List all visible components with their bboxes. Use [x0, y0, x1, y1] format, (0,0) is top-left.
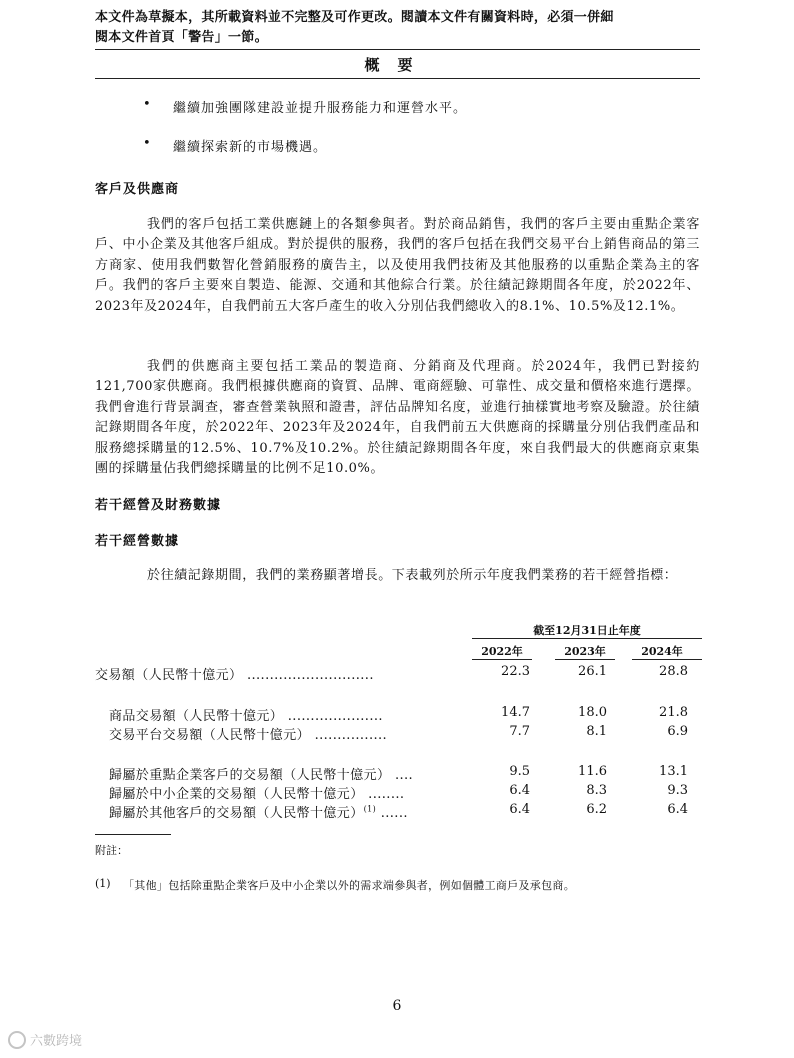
table-caption: 截至12月31日止年度	[533, 624, 641, 637]
table-year-rule	[555, 659, 615, 660]
table-row-label: 商品交易額（人民幣十億元） .....................	[109, 709, 383, 724]
table-caption-rule	[472, 638, 702, 639]
bullet-icon: •	[143, 97, 151, 112]
leader-dots: ................	[314, 728, 388, 743]
table-cell: 8.1	[586, 724, 607, 739]
table-cell: 22.3	[501, 664, 530, 679]
draft-warning	[95, 8, 700, 48]
table-cell: 9.3	[667, 783, 688, 798]
table-year-header: 2022年	[481, 645, 523, 658]
ops-financial-heading: 若干經營及財務數據	[95, 498, 222, 513]
page-number: 6	[392, 998, 402, 1014]
suppliers-paragraph: 我們的供應商主要包括工業品的製造商、分銷商及代理商。於2024年，我們已對接約121,700家供應商。我們根據供應商的資質、品牌、電商經驗、可靠性、成交量和價格來進行選擇。我們會進行背景調查，審查營業執照和證書，評估品牌知名度，並進行抽樣實地考察及驗證。於往績記錄期間各年度，於2022年、2023年及2024年，自我們前五大供應商的採購量分別佔我們產品和服務總採購量的12.5%、10.7%及10.2%。於往績記錄期間各年度，來自我們最大的供應商京東集團的採購量佔我們總採購量的比例不足10.0%。	[95, 359, 700, 477]
section-title: 概要	[364, 56, 431, 74]
table-row-label: 歸屬於重點企業客戶的交易額（人民幣十億元） ....	[109, 768, 414, 783]
ops-data-subheading: 若干經營數據	[95, 534, 180, 549]
table-cell: 9.5	[509, 764, 530, 779]
bullet-item: 繼續探索新的市場機遇。	[173, 140, 328, 155]
header-rule-bottom	[95, 78, 700, 79]
ops-intro-paragraph: 於往績記錄期間，我們的業務顯著增長。下表載列於所示年度我們業務的若干經營指標：	[147, 568, 678, 583]
notes-label: 附註：	[95, 844, 128, 857]
table-cell: 13.1	[659, 764, 688, 779]
footnote-text: 「其他」包括除重點企業客戶及中小企業以外的需求端參與者，例如個體工商戶及承包商。	[123, 879, 575, 892]
leader-dots: ........	[368, 787, 405, 802]
footnote-marker: (1)	[363, 804, 377, 814]
table-year-rule	[472, 659, 532, 660]
table-cell: 6.4	[509, 783, 530, 798]
draft-warning-line-2: 閱本文件首頁「警告」一節。	[95, 30, 268, 45]
watermark-text: 六數跨境	[30, 1034, 83, 1049]
table-year-rule	[632, 659, 702, 660]
leader-dots: ............................	[246, 668, 374, 683]
watermark-logo-icon	[8, 1031, 26, 1049]
leader-dots: ....	[394, 768, 414, 783]
table-cell: 14.7	[501, 705, 530, 720]
leader-dots: .....................	[287, 709, 383, 724]
table-row-label: 歸屬於其他客戶的交易額（人民幣十億元）$^{(1)}$ ......	[109, 804, 408, 821]
customers-heading: 客戶及供應商	[95, 182, 180, 197]
table-cell: 8.3	[586, 783, 607, 798]
bullet-icon: •	[143, 136, 151, 151]
table-cell: 18.0	[578, 705, 607, 720]
table-cell: 6.4	[509, 802, 530, 817]
table-year-header: 2024年	[641, 645, 683, 658]
notes-rule	[95, 834, 171, 835]
table-cell: 21.8	[659, 705, 688, 720]
footnote-number: (1)	[95, 877, 111, 890]
table-cell: 6.2	[586, 802, 607, 817]
leader-dots: ......	[380, 806, 408, 821]
table-cell: 28.8	[659, 664, 688, 679]
bullet-item: 繼續加強團隊建設並提升服務能力和運營水平。	[173, 101, 468, 116]
table-cell: 6.9	[667, 724, 688, 739]
customers-paragraph: 我們的客戶包括工業供應鏈上的各類參與者。對於商品銷售，我們的客戶主要由重點企業客戶、中小企業及其他客戶組成。對於提供的服務，我們的客戶包括在我們交易平台上銷售商品的第三方商家、使用我們數智化營銷服務的廣告主，以及使用我們技術及其他服務的以重點企業為主的客戶。我們的客戶主要來自製造、能源、交通和其他綜合行業。於往績記錄期間各年度，於2022年、2023年及2024年，自我們前五大客戶產生的收入分別佔我們總收入的8.1%、10.5%及12.1%。	[95, 217, 700, 314]
table-row-label: 交易額（人民幣十億元） ............................	[95, 668, 374, 683]
draft-warning-line-1: 本文件為草擬本，其所載資料並不完整及可作更改。閱讀本文件有關資料時，必須一併細	[95, 10, 614, 25]
table-cell: 7.7	[509, 724, 530, 739]
table-row-label: 交易平台交易額（人民幣十億元） ................	[109, 728, 388, 743]
header-rule-top	[95, 49, 700, 50]
table-row-label: 歸屬於中小企業的交易額（人民幣十億元） ........	[109, 787, 405, 802]
table-year-header: 2023年	[564, 645, 606, 658]
watermark	[8, 1030, 82, 1049]
table-cell: 6.4	[667, 802, 688, 817]
table-cell: 26.1	[578, 664, 607, 679]
table-cell: 11.6	[578, 764, 607, 779]
